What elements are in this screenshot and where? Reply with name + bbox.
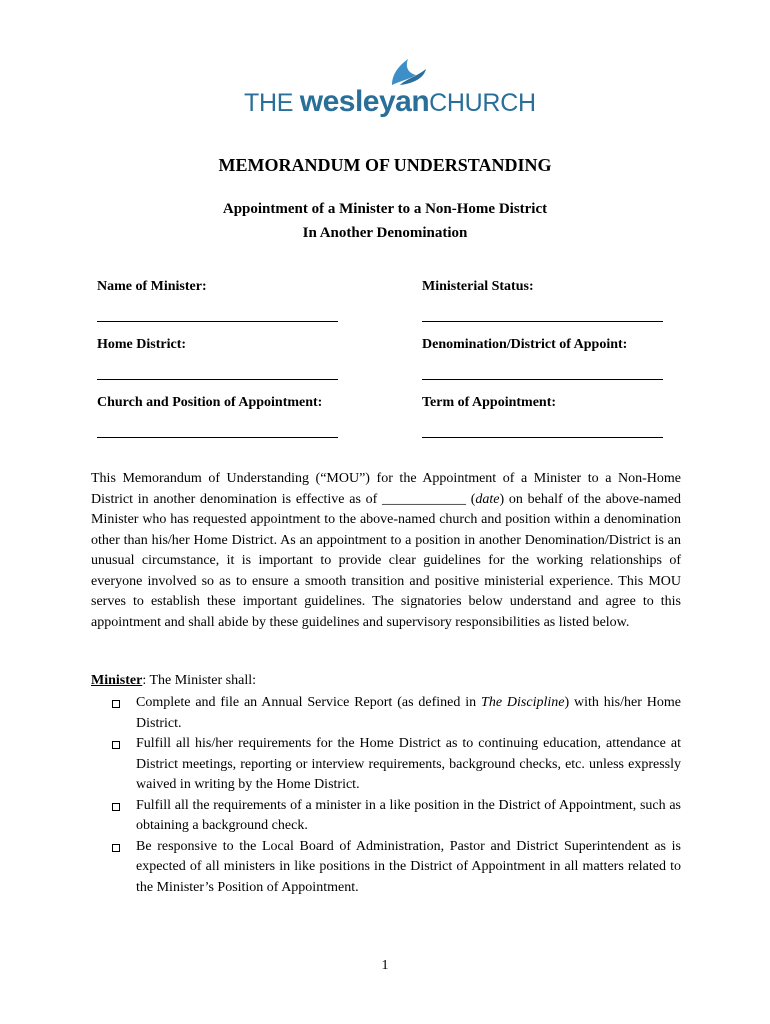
name-of-minister-field[interactable] (97, 321, 338, 322)
logo-name: wesleyan (299, 85, 430, 118)
minister-section-heading (91, 673, 256, 689)
term-of-appointment-field[interactable] (422, 437, 663, 438)
ministerial-status-label: Ministerial Status: (422, 279, 534, 294)
bullet3-text: Fulfill all the requirements of a minister in a like position in the District of Appointment, such as obtaining a background check. (136, 797, 681, 833)
page-number: 1 (381, 958, 389, 973)
checkbox-bullet-icon (112, 741, 120, 749)
church-position-field[interactable] (97, 437, 338, 438)
bullet1-a: Complete and file an Annual Service Report (as defined in (136, 695, 482, 710)
home-district-label: Home District: (97, 337, 187, 352)
minister-duties-list (108, 693, 681, 898)
checkbox-bullet-icon (112, 700, 120, 708)
term-of-appointment-label: Term of Appointment: (422, 395, 557, 410)
logo-suffix: CHURCH (429, 89, 536, 117)
list-item (108, 837, 681, 899)
logo-wordmark (244, 85, 536, 119)
list-item (108, 734, 681, 796)
document-subtitle-2: In Another Denomination (302, 225, 468, 241)
ministerial-status-field[interactable] (422, 321, 663, 322)
date-word: date (475, 491, 500, 507)
church-position-label: Church and Position of Appointment: (97, 395, 323, 410)
bullet1-b: ) with his/her Home District. (136, 695, 681, 731)
logo-prefix: THE (244, 89, 300, 117)
checkbox-bullet-icon (112, 803, 120, 811)
minister-heading: Minister (91, 673, 143, 688)
intro-paragraph (91, 469, 681, 633)
document-subtitle: Appointment of a Minister to a Non-Home District (222, 201, 548, 217)
church-logo (244, 55, 534, 125)
minister-intro: : The Minister shall: (142, 673, 257, 688)
paragraph-part2: ) on behalf of the above-named Minister who has requested appointment to the above-named church and position within a denomination other than his/her Home District. As an appointment to a position in another Denomination/District is an unusual circumstance, it is important to provide clear guidelines for the working relationships of everyone involved so as to ensure a smooth transition and positive ministerial experience. This MOU serves to establish these important guidelines. The signatories below understand and agree to this appointment and shall abide by these guidelines and supervisory responsibilities as listed below. (91, 491, 681, 630)
list-item (108, 796, 681, 837)
list-item (108, 693, 681, 734)
denomination-district-field[interactable] (422, 379, 663, 380)
checkbox-bullet-icon (112, 844, 120, 852)
paragraph-part1: This Memorandum of Understanding (“MOU”) for the Appointment of a Minister to a Non-Home District in another denomination is effective as of ____________ ( (91, 471, 681, 507)
denomination-district-label: Denomination/District of Appoint: (422, 337, 628, 352)
document-title: MEMORANDUM OF UNDERSTANDING (218, 155, 552, 175)
name-of-minister-label: Name of Minister: (97, 279, 207, 294)
flame-icon (386, 55, 430, 87)
bullet2-text: Fulfill all his/her requirements for the Home District as to continuing education, attendance at District meetings, reporting or interview requirements, background checks, etc. unless expressly waived in writing by the Home District. (136, 736, 681, 792)
bullet4-text: Be responsive to the Local Board of Administration, Pastor and District Superintendent as is expected of all ministers in like positions in the District of Appointment in all matters related to the Minister’s Position of Appointment. (136, 838, 681, 895)
home-district-field[interactable] (97, 379, 338, 380)
bullet1-em: The Discipline (481, 695, 565, 710)
